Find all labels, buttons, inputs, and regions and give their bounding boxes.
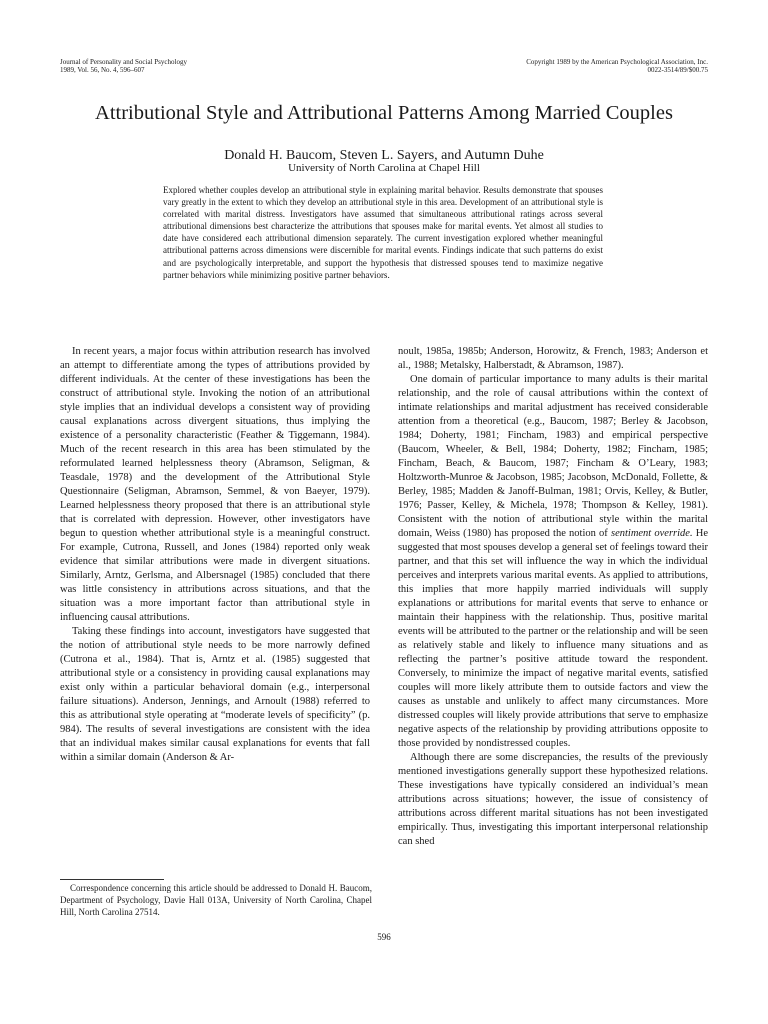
body-column-left — [60, 345, 370, 765]
author-affiliation: University of North Carolina at Chapel Hill — [288, 162, 480, 174]
paragraph: In recent years, a major focus within attribution research has involved an attempt to differentiate among the types of attributions provided by different individuals. At the center of these investigations has been the construct of attributional style. Invoking the notion of an attributional style implies that an individual develops a consistent way of providing causal explanations across divergent situations, thus implying the existence of a personality characteristic (Feather & Tiggemann, 1984). Much of the recent research in this area has been stimulated by the reformulated learned helplessness theory (Abramson, Seligman, & Teasdale, 1978) and the development of the Attributional Style Questionnaire (Seligman, Abramson, Semmel, & von Baeyer, 1979). Learned helplessness theory proposed that there is an attributional style that is correlated with depression. However, other investigators have begun to question whether attributional style is a meaningful construct. For example, Cutrona, Russell, and Jones (1984) reported only weak evidence that similar attributions were made in divergent situations. Similarly, Arntz, Gerlsma, and Albersnagel (1985) concluded that there was little consistency in attributions across situations, and that the situation was a more important factor than attributional style in influencing causal attributions. — [60, 346, 370, 623]
footnote-rule — [60, 879, 164, 880]
paragraph-text: He suggested that most spouses develop a general set of feelings toward their partner, and that this set will influence the way in which the individual perceives and interprets various marital events. As applied to attributions, this implies that more happily married individuals will supply explanations or attributions for marital events that serve to enhance or maintain their happiness with the relationship. Thus, positive marital events will be attributed to the partner or the relationship and will be seen as relatively stable and likely to influence many situations and as reflecting the partner’s positive attitude toward the respondent. Conversely, to minimize the impact of negative marital events, satisfied couples will more likely attribute them to outside factors and view the causes as unstable and unlikely to affect many circumstances. More distressed couples will likely provide attributions that serve to emphasize negative aspects of the relationship by providing attributions opposite to those provided by nondistressed couples. — [398, 528, 709, 749]
article-authors: Donald H. Baucom, Steven L. Sayers, and Autumn Duhe — [224, 148, 544, 163]
article-title: Attributional Style and Attributional Patterns Among Married Couples — [95, 102, 673, 124]
body-column-right — [398, 345, 708, 849]
paragraph — [398, 373, 708, 751]
paragraph: Although there are some discrepancies, the results of the previously mentioned investigations generally support these hypothesized relations. These investigations have typically considered an individual’s mean attributions across situations; however, the issue of consistency of attributions across different marital situations has not been investigated empirically. Thus, investigating this important interpersonal relationship can shed — [398, 752, 708, 847]
paragraph-text: One domain of particular importance to many adults is their marital relationship, and the role of causal attributions within the context of intimate relationships and marital adjustment has received considerable attention from a theoretical (e.g., Baucom, 1987; Berley & Jacobson, 1984; Doherty, 1981; Fincham, 1983) and empirical perspective (Baucom, Wheeler, & Bell, 1984; Doherty, 1982; Fincham, 1985; Fincham, Beach, & Baucom, 1987; Fincham & O’Leary, 1983; Holtzworth-Munroe & Jacobson, 1985; Jacobson, McDonald, Follette, & Berley, 1985; Madden & Janoff-Bulman, 1981; Orvis, Kelley, & Butler, 1976; Passer, Kelley, & Michela, 1978; Thompson & Kelley, 1981). Consistent with the notion of attributional style within the marital domain, Weiss (1980) has proposed the notion of — [398, 374, 708, 539]
copyright-notice — [526, 58, 708, 74]
correspondence-footnote: Correspondence concerning this article should be addressed to Donald H. Baucom, Department of Psychology, Davie Hall 013A, University of North Carolina, Chapel Hill, North Carolina 27514. — [60, 883, 372, 917]
journal-citation — [60, 58, 187, 74]
issn-line: 0022-3514/89/$00.75 — [647, 66, 708, 74]
journal-volume: 1989, Vol. 56, No. 4, 596–607 — [60, 66, 145, 74]
emphasized-term: sentiment override. — [610, 528, 693, 539]
paragraph: Taking these findings into account, investigators have suggested that the notion of attributional style needs to be more narrowly defined (Cutrona et al., 1984). That is, Arntz et al. (1985) suggested that attributional style or a consistency in providing causal explanations may exist only within a particular behavioral domain (e.g., interpersonal failure situations). Anderson, Jennings, and Arnoult (1988) referred to this as attributional style operating at “moderate levels of specificity” (p. 984). The results of several investigations are consistent with the idea that an individual makes similar causal explanations for events that fall within a similar domain (Anderson & Ar- — [60, 626, 370, 763]
paragraph-continued: noult, 1985a, 1985b; Anderson, Horowitz, & French, 1983; Anderson et al., 1988; Metalsky, Halberstadt, & Abramson, 1987). — [398, 346, 708, 371]
page-number: 596 — [377, 932, 391, 942]
copyright-line: Copyright 1989 by the American Psychological Association, Inc. — [526, 58, 708, 66]
journal-name: Journal of Personality and Social Psychology — [60, 58, 187, 66]
abstract: Explored whether couples develop an attributional style in explaining marital behavior. Results demonstrate that spouses vary greatly in the extent to which they develop an attributional style in this area. Development of an attributional style is correlated with marital distress. Investigators have assumed that simultaneous attributional ratings across several attributional dimensions best characterize the attributions that spouses make for marital events. Yet almost all studies to date have considered each attributional dimension separately. The current investigation explored whether meaningful attributional patterns across dimensions were discernible for marital events. Findings indicate that such patterns do exist and are psychologically interpretable, and support the hypothesis that distressed spouses tend to maximize negative partner behaviors while minimizing positive partner behaviors. — [163, 185, 603, 280]
